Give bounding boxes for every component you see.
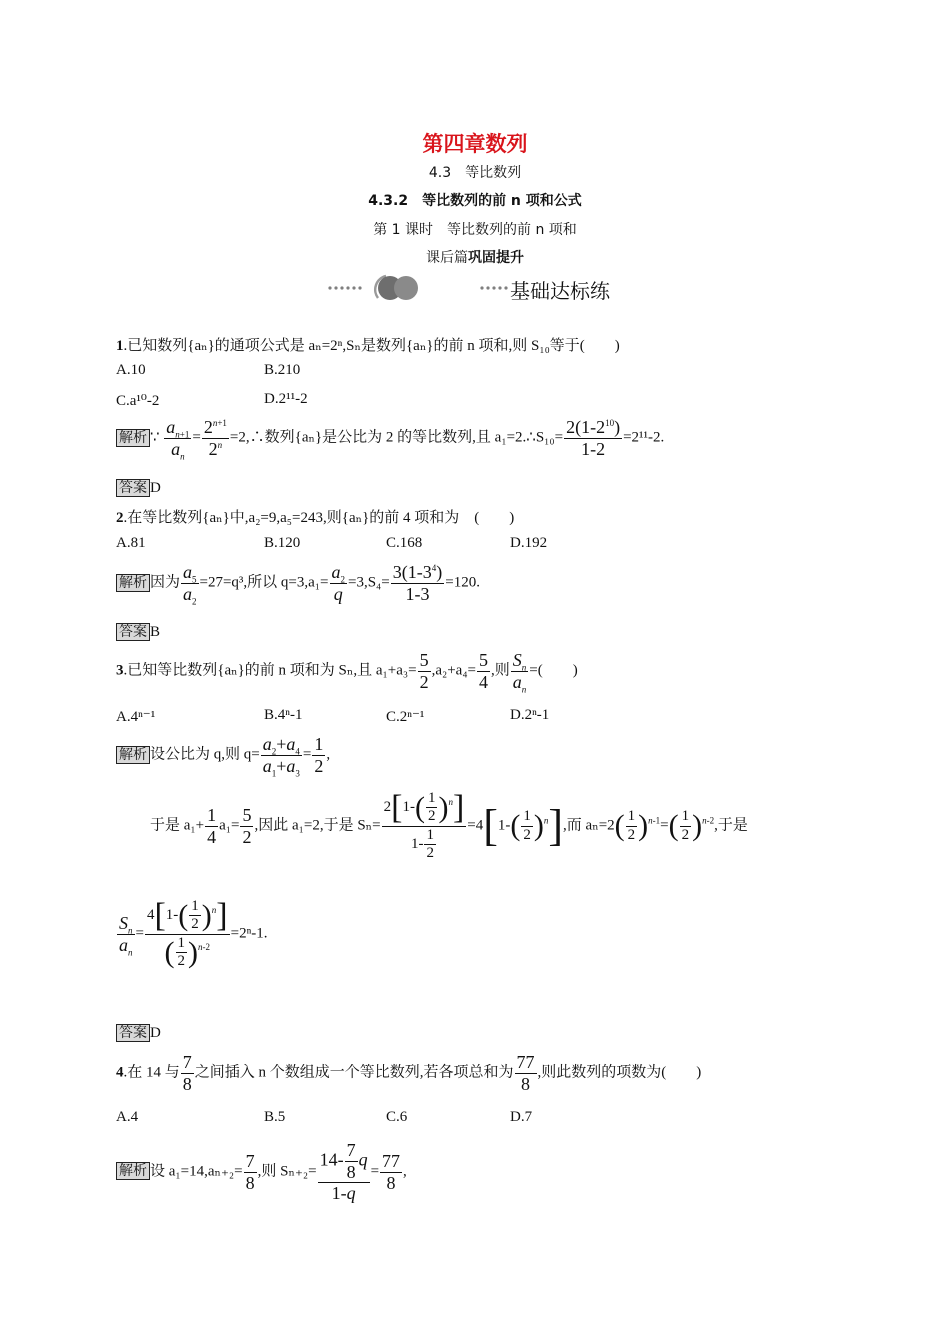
q4-number: 4 — [116, 1064, 124, 1081]
q3-frac-5-2b: $\frac{5}{2}$ — [242, 804, 252, 847]
q2-frac-sum: $\frac{3(1-3^4)}{1-3}$ — [392, 562, 443, 604]
practice-bold: 巩固提升 — [468, 250, 524, 266]
practice-title — [0, 247, 950, 267]
q1-frac-ratio: $\frac{a_{n+1}}{a_n}$ — [166, 417, 190, 462]
q3-sol2-f: ,于是 — [714, 817, 748, 834]
q3-answer — [116, 1022, 161, 1042]
q4-sol-c: , — [403, 1163, 407, 1180]
q1-sol-b: =2,∴数列{aₙ}是公比为 2 的等比数列,且 a₁=2.∴S₁₀= — [229, 429, 564, 446]
q3-frac-final: 4[1-( $\frac{1}{2}$ )$^n$] ( $\frac{1}{2}$ )$^{n-2}$ — [146, 896, 228, 969]
q3-stem-b: ,a₂+a₄= — [431, 662, 477, 679]
q1-frac-sum: $\frac{2(1-2^{10})}{1-2}$ — [566, 417, 621, 459]
q4-solution: 解析 设 a₁=14,aₙ₊₂= $\frac{7}{8}$ ,则 Sₙ₊₂= 14- $\frac{7}{8}$ q 1-q = $\frac{77}{8}$ , — [116, 1140, 407, 1204]
q3-option-c: C.2ⁿ⁻¹ — [386, 709, 425, 725]
q1-number: 1 — [116, 338, 124, 354]
banner-title: 基础达标练 — [510, 279, 610, 303]
q1-sol-a: ∵ — [150, 429, 160, 446]
q4-frac-77-8b: $\frac{77}{8}$ — [382, 1150, 401, 1193]
q3-stem-c: ,则 — [491, 662, 510, 679]
q1-option-a: A.10 — [116, 362, 146, 378]
q2-number: 2 — [116, 510, 124, 526]
q3-sol2-a: 于是 a₁+ — [150, 817, 205, 834]
q4-option-c: C.6 — [386, 1109, 408, 1125]
q2-sol-a: 因为 — [150, 574, 181, 591]
q4-option-d: D.7 — [510, 1109, 533, 1125]
q4-option-b: B.5 — [264, 1109, 286, 1125]
q2-sol-d: =120. — [445, 574, 480, 591]
q3-frac-half: $\frac{1}{2}$ — [314, 734, 324, 776]
q3-sol2-b: a₁= — [219, 817, 240, 834]
q3-answer-value: D — [150, 1025, 161, 1041]
q2-solution — [116, 562, 480, 607]
q1-option-c: C.a¹⁰-2 — [116, 393, 160, 409]
q3-sol1-a: 设公比为 q,则 q= — [150, 746, 260, 763]
q2-answer — [116, 621, 160, 641]
q2-option-b: B.120 — [264, 535, 301, 551]
q1-solution: 解析 ∵ $\frac{a_{n+1}}{a_n}$ = $\frac{2^{n+1}}{2^n}$ =2,∴数列{aₙ}是公比为 2 的等比数列,且 a₁=2.∴S₁₀= $\frac{2(1-2^{10})}{1-2}$ =2¹¹-2. — [116, 417, 664, 459]
q2-answer-value: B — [150, 624, 161, 640]
q3-solution-line1: 解析 设公比为 q,则 q= $\frac{a_2+a_4}{a_1+a_3}$ = $\frac{1}{2}$ , — [116, 734, 330, 776]
q3-solution-line2: 于是 a₁+ $\frac{1}{4}$ a₁= $\frac{5}{2}$ ,因此 a₁=2,于是 Sₙ= 2[1-( $\frac{1}{2}$ )$^n$] 1- $\frac{1}{2}$ =4[1-( $\frac{1}{2}$ )$^n$],而 aₙ=2( $\frac{1}{2}$ )$^{n-1}$=( $\frac{1}{2}$ )$^{n-2}$,于是 — [150, 788, 748, 861]
q1-frac-powers: $\frac{2^{n+1}}{2^n}$ — [203, 417, 227, 459]
practice-prefix: 课后篇 — [426, 250, 468, 266]
q4-frac-sum: 14- $\frac{7}{8}$ q 1-q — [319, 1140, 368, 1204]
q2-sol-c: =3,S₄= — [348, 574, 390, 591]
q3-number: 3 — [116, 662, 124, 679]
q4-stem-b: 之间插入 n 个数组成一个等比数列,若各项总和为 — [194, 1064, 514, 1081]
section-title: 4.3 等比数列 — [428, 165, 522, 181]
q2-stem — [116, 506, 514, 527]
q2-option-d: D.192 — [510, 535, 548, 551]
analysis-tag: 解析 — [116, 1162, 150, 1180]
q3-sol2-e: ,而 aₙ=2 — [563, 817, 615, 834]
answer-tag: 答案 — [116, 1024, 150, 1042]
q4-sol-a: 设 a₁=14,aₙ₊₂= — [150, 1163, 243, 1180]
q3-frac-1-4: $\frac{1}{4}$ — [207, 804, 217, 847]
q1-answer-value: D — [150, 480, 161, 496]
q2-stem-text: .在等比数列{aₙ}中,a₂=9,a₅=243,则{aₙ}的前 4 项和为 ( ) — [123, 510, 515, 526]
q4-frac-7-8b: $\frac{7}{8}$ — [245, 1150, 255, 1193]
q4-stem — [116, 1052, 701, 1094]
q2-option-a: A.81 — [116, 535, 146, 551]
answer-tag: 答案 — [116, 623, 150, 641]
analysis-tag: 解析 — [116, 746, 150, 764]
subsection-title: 4.3.2 等比数列的前 n 项和公式 — [368, 193, 582, 209]
q3-frac-5-4: $\frac{5}{4}$ — [479, 650, 489, 692]
q4-stem-c: ,则此数列的项数为( ) — [537, 1064, 702, 1081]
q4-option-a: A.4 — [116, 1109, 139, 1125]
q1-stem-text: .已知数列{aₙ}的通项公式是 aₙ=2ⁿ,Sₙ是数列{aₙ}的前 n 项和,则 S₁₀等于( ) — [123, 338, 620, 354]
q3-stem-d: =( ) — [529, 662, 578, 679]
q3-stem — [116, 650, 578, 695]
q3-frac-q: $\frac{a_2+a_4}{a_1+a_3}$ — [262, 734, 300, 779]
q3-solution-line3: $\frac{S_n}{a_n}$ = 4[1-( $\frac{1}{2}$ )$^n$] ( $\frac{1}{2}$ )$^{n-2}$ =2ⁿ-1. — [119, 896, 268, 969]
q1-stem — [116, 334, 620, 355]
q3-frac-sn: 2[1-( $\frac{1}{2}$ )$^n$] 1- $\frac{1}{2}$ — [383, 788, 465, 861]
q4-stem-a: .在 14 与 — [123, 1064, 180, 1081]
q1-option-d: D.2¹¹-2 — [264, 391, 308, 407]
q3-sol3-a: =2ⁿ-1. — [230, 925, 268, 942]
banner — [326, 270, 636, 304]
q4-frac-77-8: $\frac{77}{8}$ — [516, 1052, 535, 1094]
q3-frac-5-2: $\frac{5}{2}$ — [419, 650, 429, 692]
analysis-tag: 解析 — [116, 429, 150, 447]
q3-frac-sn-an-b: $\frac{S_n}{a_n}$ — [119, 912, 133, 958]
q3-stem-a: .已知等比数列{aₙ}的前 n 项和为 Sₙ,且 a₁+a₃= — [123, 662, 417, 679]
q1-option-b: B.210 — [264, 362, 301, 378]
q1-sol-c: =2¹¹-2. — [623, 429, 665, 446]
lesson-title: 第 1 课时 等比数列的前 n 项和 — [373, 222, 577, 238]
q4-sol-b: ,则 Sₙ₊₂= — [257, 1163, 317, 1180]
q2-frac-a2q: $\frac{a_2}{q}$ — [331, 562, 345, 604]
q2-sol-b: =27=q³,所以 q=3,a₁= — [199, 574, 329, 591]
answer-tag: 答案 — [116, 479, 150, 497]
q4-frac-7-8: $\frac{7}{8}$ — [182, 1052, 192, 1094]
q3-option-a: A.4ⁿ⁻¹ — [116, 709, 156, 725]
q3-option-b: B.4ⁿ-1 — [264, 707, 303, 723]
q2-option-c: C.168 — [386, 535, 423, 551]
analysis-tag: 解析 — [116, 574, 150, 592]
q2-frac-a5a2: $\frac{a_5}{a_2}$ — [183, 562, 197, 607]
q3-option-d: D.2ⁿ-1 — [510, 707, 550, 723]
q1-answer — [116, 477, 161, 497]
q3-sol2-c: ,因此 a₁=2,于是 Sₙ= — [254, 817, 381, 834]
chapter-title: 第四章数列 — [422, 132, 528, 156]
q3-sol2-d: =4 — [467, 817, 484, 834]
q3-frac-sn-an: $\frac{S_n}{a_n}$ — [512, 650, 527, 695]
